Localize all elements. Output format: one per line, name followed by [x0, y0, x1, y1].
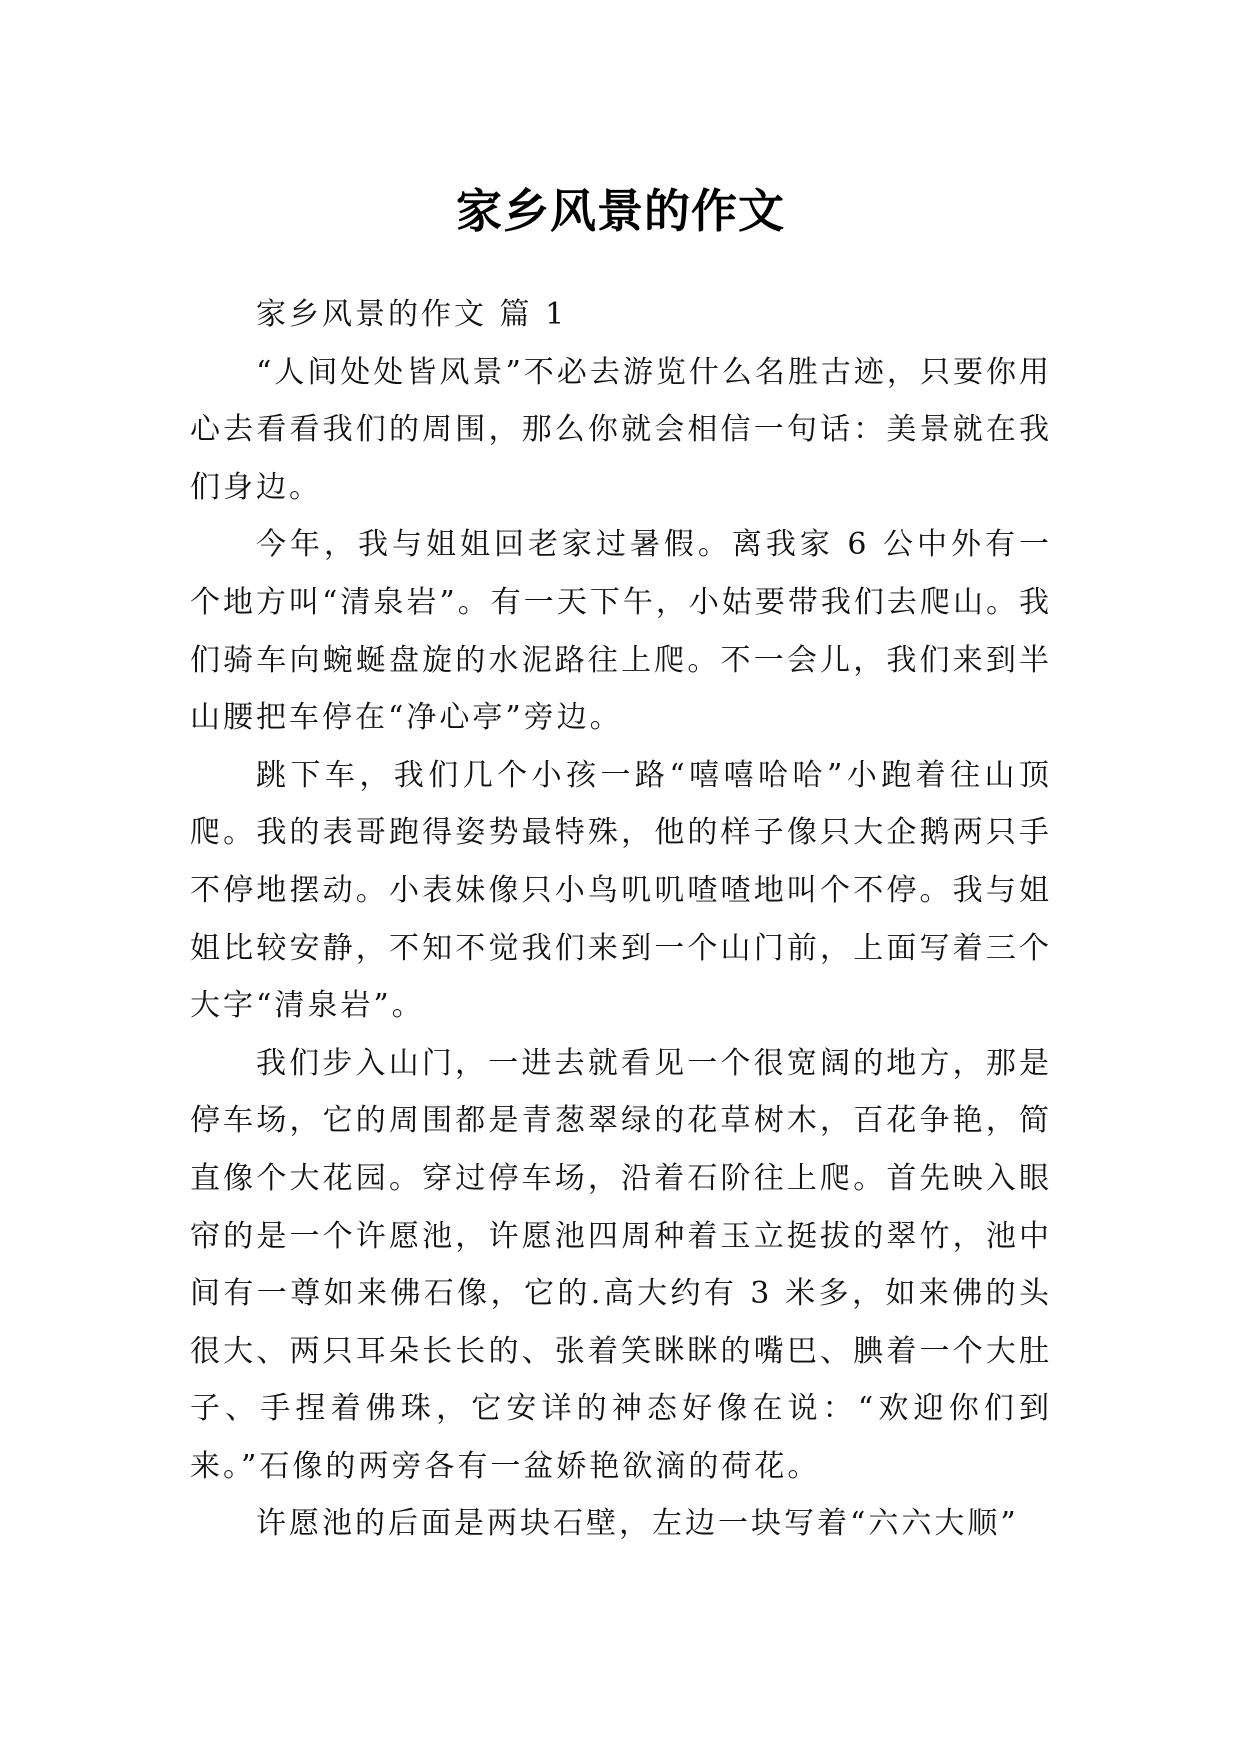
document-title: 家乡风景的作文 — [456, 183, 785, 238]
paragraph: 今年，我与姐姐回老家过暑假。离我家 6 公中外有一个地方叫“清泉岩”。有一天下午，小姑要带我们去爬山。我们骑车向蜿蜒盘旋的水泥路往上爬。不一会儿，我们来到半山腰把车停在“净心亭”旁边。 — [190, 527, 1052, 736]
section-heading: 家乡风景的作文 篇 1 — [256, 297, 568, 332]
paragraph: 跳下车，我们几个小孩一路“嘻嘻哈哈”小跑着往山顶爬。我的表哥跑得姿势最特殊，他的样子像只大企鹅两只手不停地摆动。小表妹像只小鸟叽叽喳喳地叫个不停。我与姐姐比较安静，不知不觉我们来到一个山门前，上面写着三个大字“清泉岩”。 — [190, 757, 1052, 1024]
paragraph: “人间处处皆风景”不必去游览什么名胜古迹，只要你用心去看看我们的周围，那么你就会相信一句话：美景就在我们身边。 — [190, 354, 1052, 505]
paragraph: 我们步入山门，一进去就看见一个很宽阔的地方，那是停车场，它的周围都是青葱翠绿的花草树木，百花争艳，简直像个大花园。穿过停车场，沿着石阶往上爬。首先映入眼帘的是一个许愿池，许愿池四周种着玉立挺拔的翠竹，池中间有一尊如来佛石像，它的.高大约有 3 米多，如来佛的头很大、两只耳朵长长的、张着笑眯眯的嘴巴、腆着一个大肚子、手捏着佛珠，它安详的神态好像在说：“欢迎你们到来。”石像的两旁各有一盆娇艳欲滴的荷花。 — [190, 1045, 1052, 1484]
paragraph: 许愿池的后面是两块石壁，左边一块写着“六六大顺” — [256, 1506, 1019, 1542]
document-body — [190, 286, 1052, 1553]
